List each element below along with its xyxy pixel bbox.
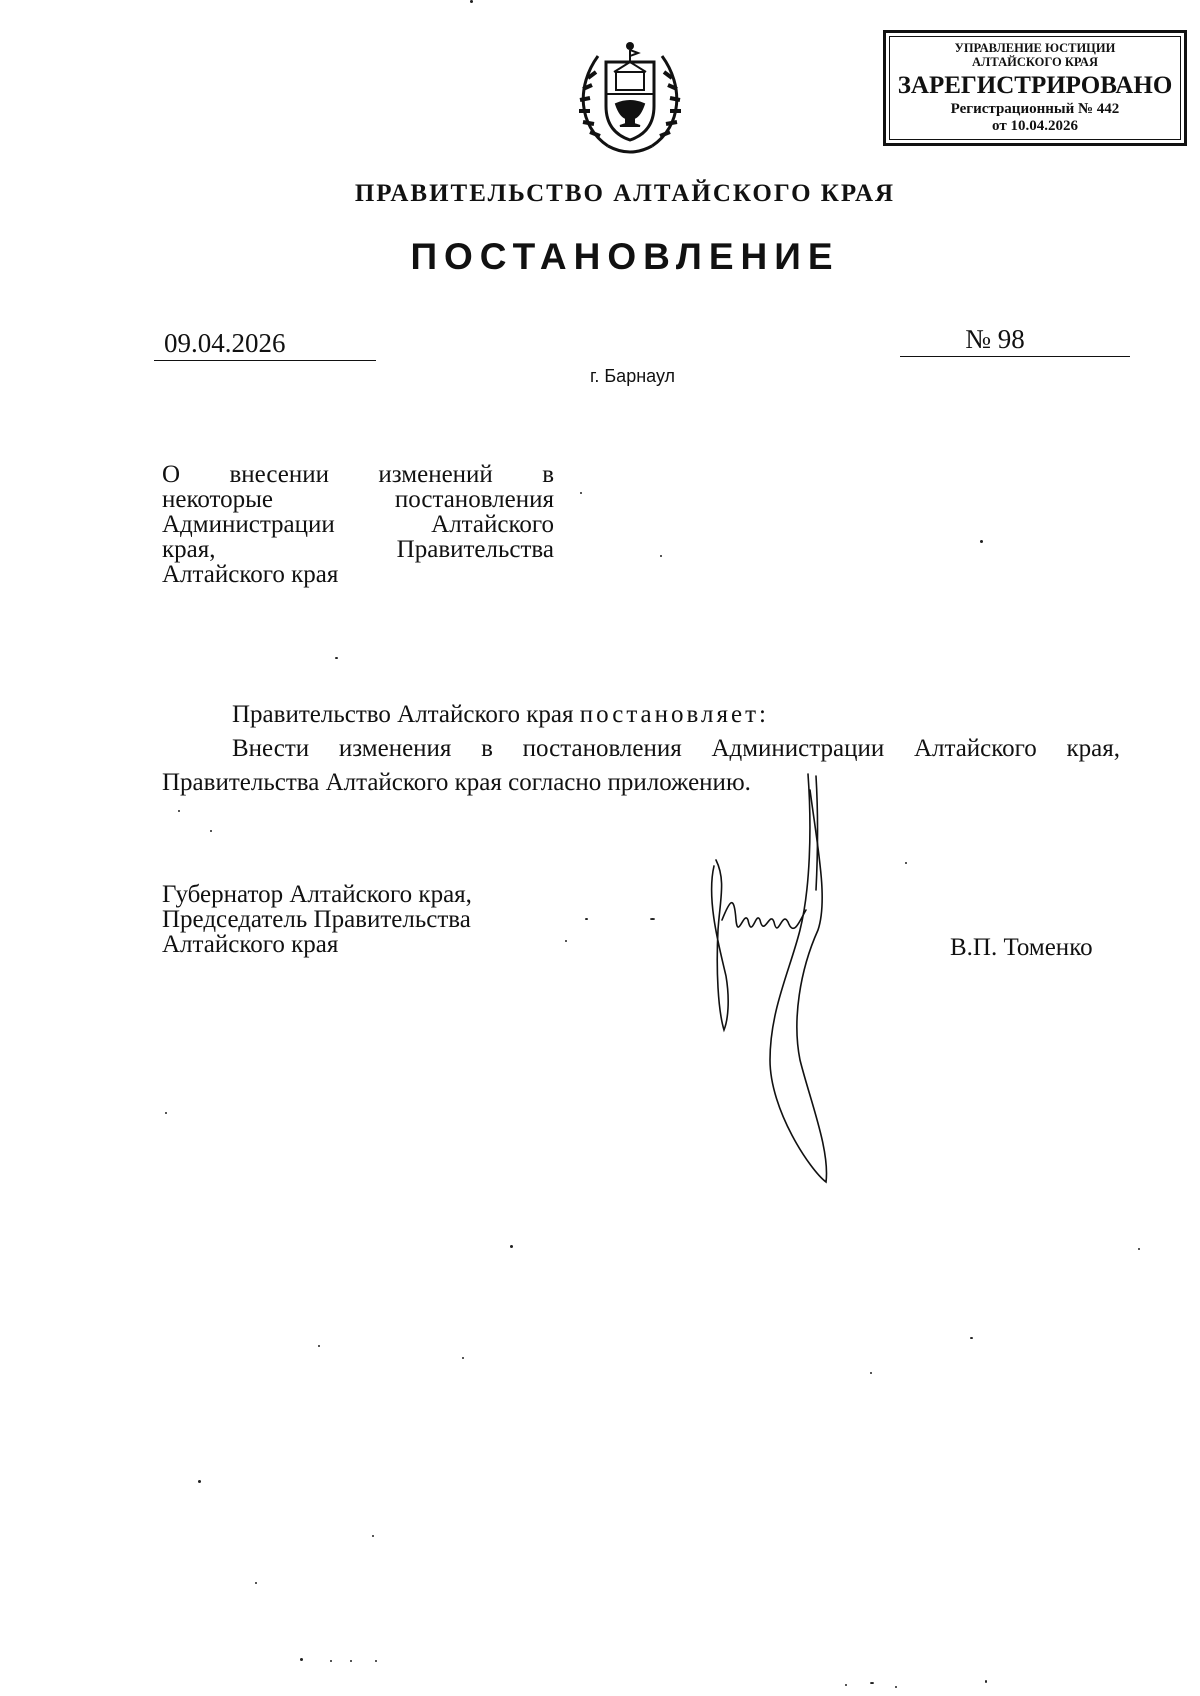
scan-speck [470, 0, 473, 3]
subject-line: Администрации Алтайского [162, 511, 554, 538]
decree-text [162, 732, 1120, 800]
stamp-registration-number: Регистрационный № 442 [950, 101, 1120, 117]
decree-line: Правительства Алтайского края согласно приложению. [162, 769, 751, 796]
preamble-text: Правительство Алтайского края [232, 701, 580, 728]
scan-speck [580, 492, 582, 494]
signer-position [162, 882, 472, 957]
stamp-org-line1: УПРАВЛЕНИЕ ЮСТИЦИИ [954, 41, 1116, 55]
document-number: № 98 [900, 322, 1130, 357]
scan-speck [350, 1660, 352, 1662]
scan-speck [330, 1660, 332, 1662]
stamp-status: ЗАРЕГИСТРИРОВАНО [897, 72, 1173, 99]
scan-speck [980, 540, 983, 543]
coat-of-arms-icon [568, 36, 692, 158]
signer-position-line: Алтайского края [162, 931, 339, 958]
scan-speck [970, 1337, 973, 1339]
stamp-org-line2: АЛТАЙСКОГО КРАЯ [972, 55, 1098, 69]
scan-speck [165, 1112, 167, 1114]
scan-speck [210, 830, 212, 832]
scan-speck [845, 1684, 847, 1686]
scan-speck [255, 1582, 257, 1584]
scan-speck [905, 862, 907, 864]
scan-speck [1138, 1248, 1140, 1250]
scan-speck [178, 810, 180, 812]
scan-speck [318, 1345, 320, 1347]
document-type: ПОСТАНОВЛЕНИЕ [410, 236, 840, 277]
scan-speck [375, 1660, 377, 1662]
signer-position-line: Председатель Правительства [162, 906, 471, 933]
scan-speck [372, 1535, 374, 1537]
scan-speck [462, 1357, 464, 1359]
scan-speck [870, 1682, 874, 1684]
document-date: 09.04.2026 [154, 326, 376, 361]
scan-speck [510, 1245, 513, 1248]
signer-position-line: Губернатор Алтайского края, [162, 881, 472, 908]
signer-name: В.П. Томенко [950, 934, 1093, 961]
decree-line: Внести изменения в постановления Администрации Алтайского края, [232, 735, 1120, 762]
scan-speck [870, 1372, 872, 1374]
subject-line: края, Правительства [162, 536, 554, 563]
scan-speck [660, 555, 662, 557]
subject-line: Алтайского края [162, 561, 339, 588]
document-subject [162, 462, 554, 587]
scan-speck [198, 1480, 201, 1483]
scan-speck [985, 1680, 987, 1683]
handwritten-signature [700, 770, 930, 1190]
government-title: ПРАВИТЕЛЬСТВО АЛТАЙСКОГО КРАЯ [354, 180, 896, 207]
registration-stamp [883, 30, 1187, 146]
scan-speck [895, 1686, 897, 1688]
scan-speck [300, 1658, 303, 1661]
scan-speck [585, 918, 588, 920]
scan-speck [565, 940, 567, 942]
scan-speck [650, 918, 655, 920]
subject-line: О внесении изменений в [162, 461, 554, 488]
preamble [232, 698, 769, 732]
preamble-verb: постановляет: [579, 701, 769, 728]
scan-speck [335, 657, 338, 659]
stamp-date: от 10.04.2026 [992, 118, 1078, 134]
subject-line: некоторые постановления [162, 486, 554, 513]
city-name: г. Барнаул [590, 366, 676, 386]
